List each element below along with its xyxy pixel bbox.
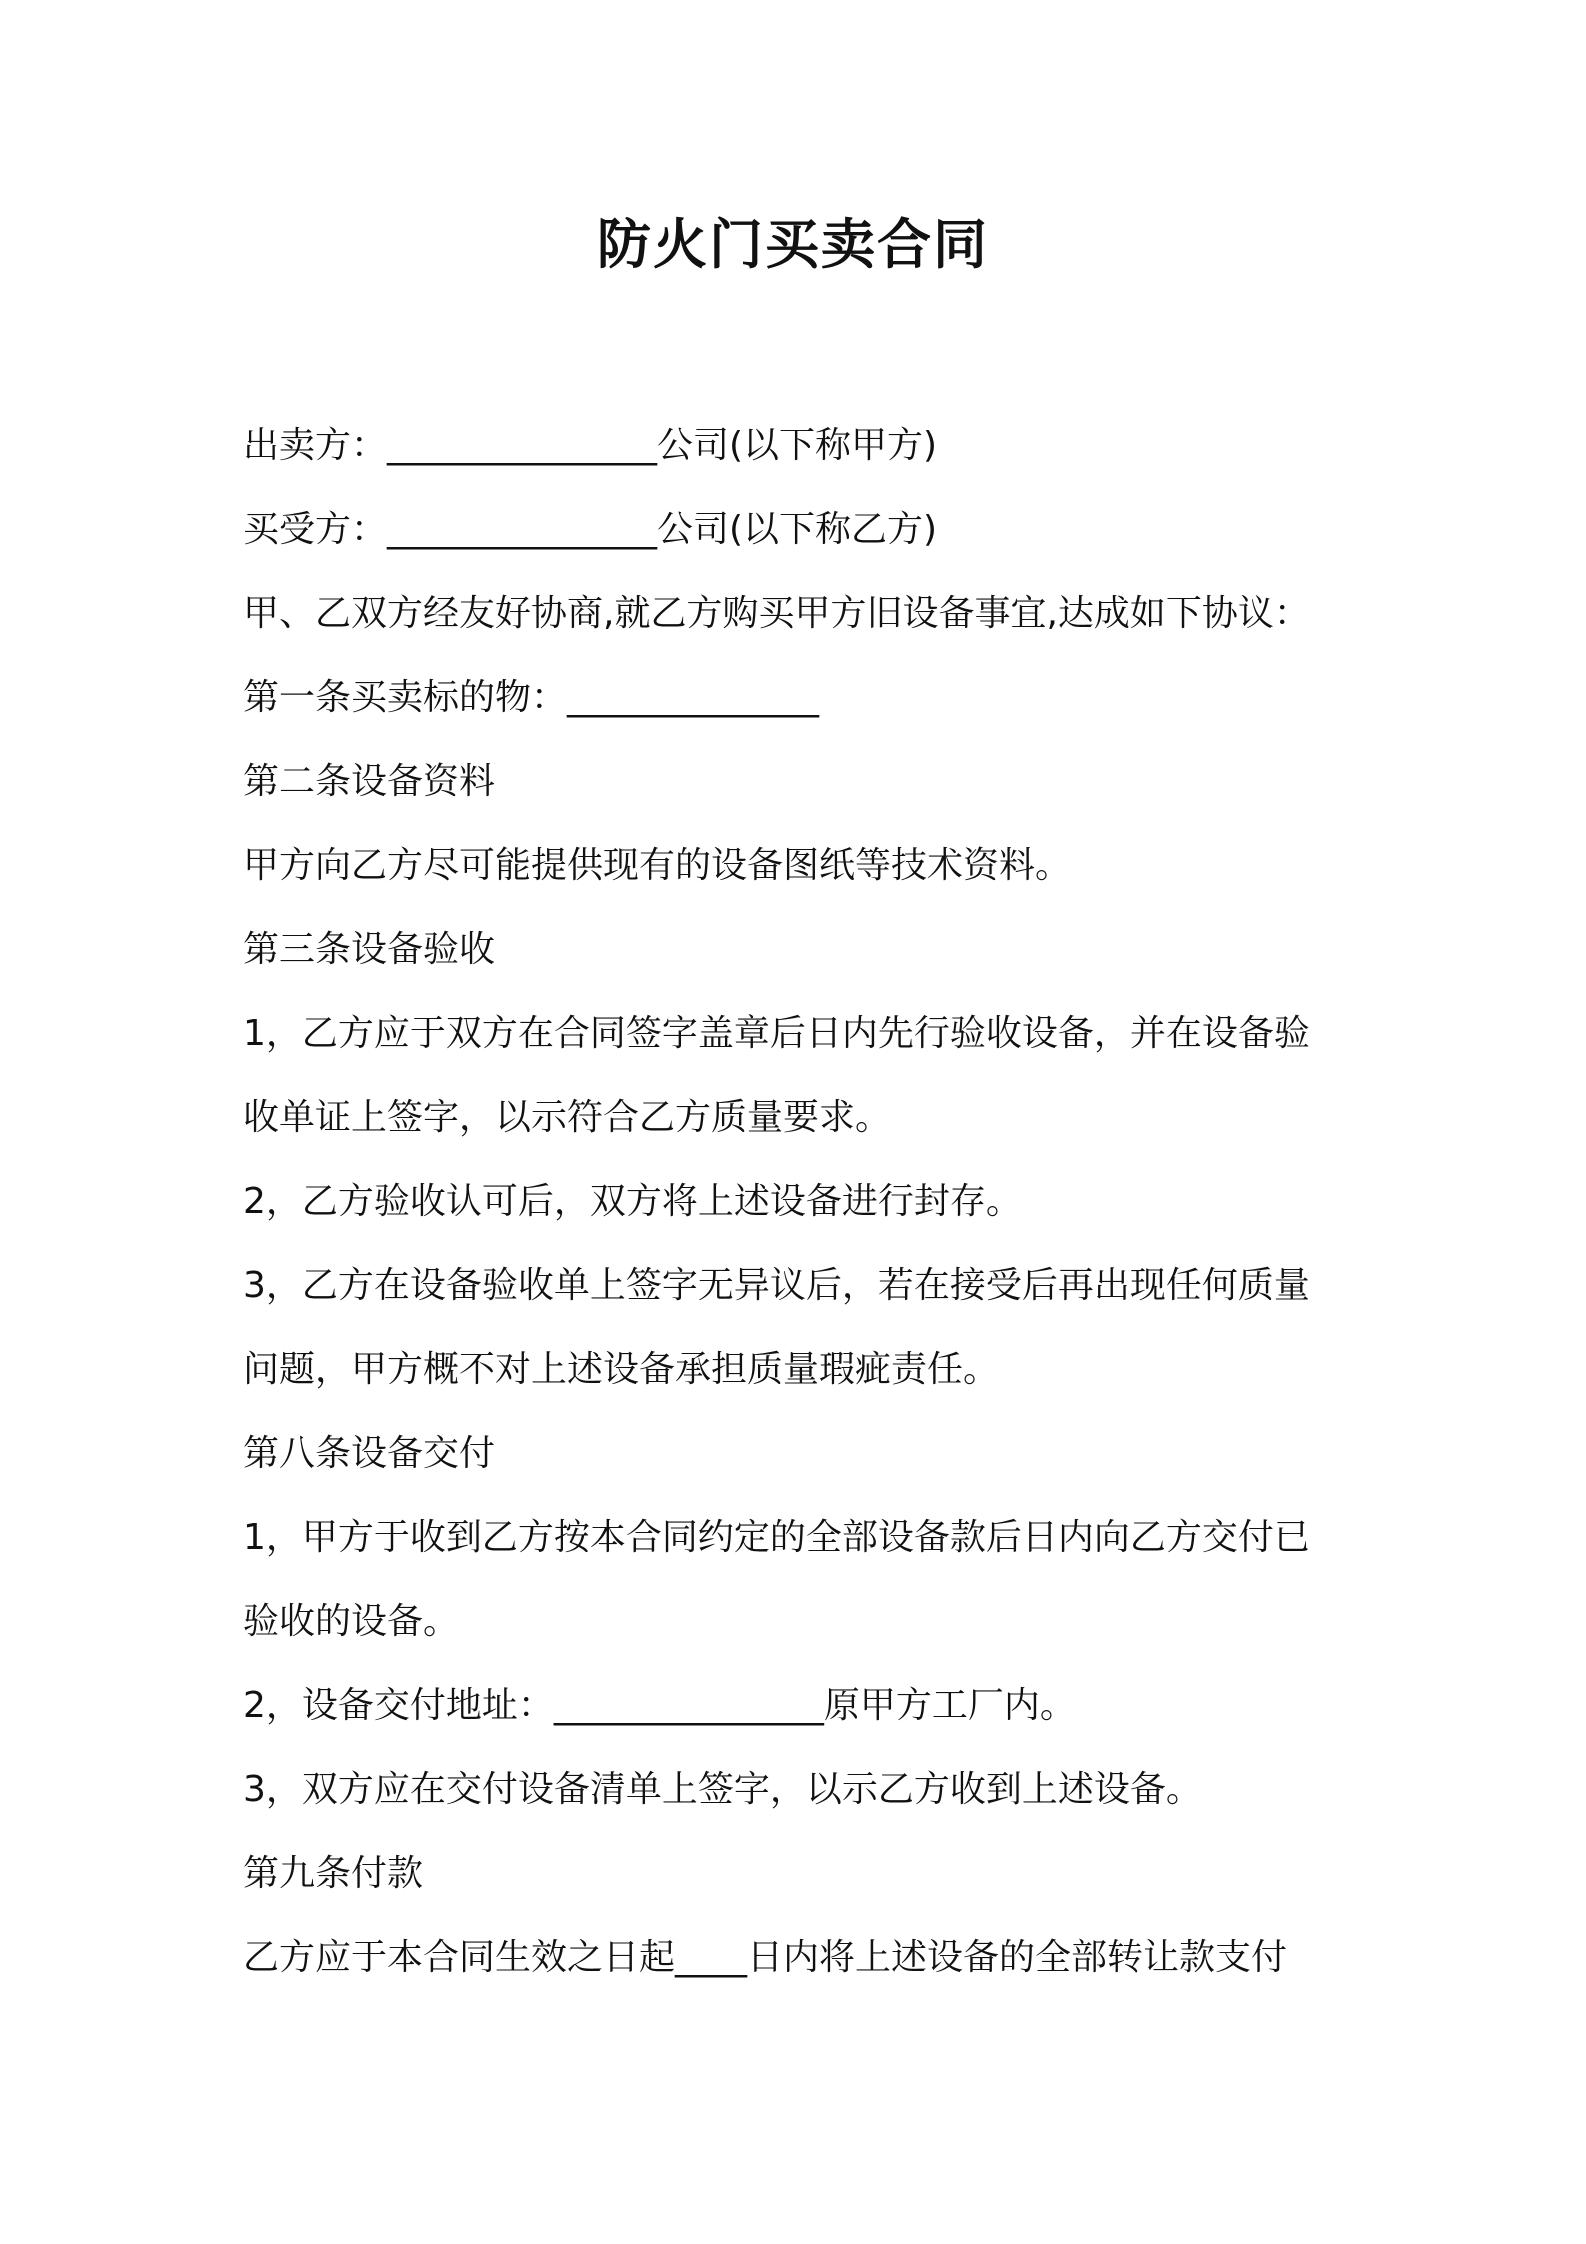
article-8-heading: 第八条设备交付: [243, 1433, 496, 1474]
article-8-item-3: 3，双方应在交付设备清单上签字，以示乙方收到上述设备。: [243, 1769, 1202, 1810]
article-2-text: 甲方向乙方尽可能提供现有的设备图纸等技术资料。: [243, 845, 1072, 886]
article-8-item-1: 1，甲方于收到乙方按本合同约定的全部设备款后日内向乙方交付已: [243, 1517, 1310, 1558]
document-title: 防火门买卖合同: [597, 213, 989, 276]
document-body: [243, 404, 1363, 2000]
agreement-intro: 甲、乙双方经友好协商,就乙方购买甲方旧设备事宜,达成如下协议：: [243, 593, 1310, 634]
buyer-line: 买受方：_______________公司(以下称乙方): [243, 509, 938, 550]
article-8-item-2: 2，设备交付地址：_______________原甲方工厂内。: [243, 1685, 1076, 1726]
article-1-subject: 第一条买卖标的物：______________: [243, 677, 820, 718]
article-9-heading: 第九条付款: [243, 1853, 424, 1894]
seller-line: 出卖方：_______________公司(以下称甲方): [243, 425, 938, 466]
article-2-heading: 第二条设备资料: [243, 761, 496, 802]
article-3-heading: 第三条设备验收: [243, 929, 496, 970]
article-3-item-1: 1，乙方应于双方在合同签字盖章后日内先行验收设备，并在设备验: [243, 1013, 1310, 1054]
article-3-item-3: 3，乙方在设备验收单上签字无异议后，若在接受后再出现任何质量: [243, 1265, 1310, 1306]
article-8-item-1-cont: 验收的设备。: [243, 1601, 460, 1642]
article-3-item-1-cont: 收单证上签字，以示符合乙方质量要求。: [243, 1097, 892, 1138]
article-3-item-2: 2，乙方验收认可后，双方将上述设备进行封存。: [243, 1181, 1022, 1222]
article-3-item-3-cont: 问题，甲方概不对上述设备承担质量瑕疵责任。: [243, 1349, 1000, 1390]
article-9-text: 乙方应于本合同生效之日起____日内将上述设备的全部转让款支付: [243, 1937, 1288, 1978]
